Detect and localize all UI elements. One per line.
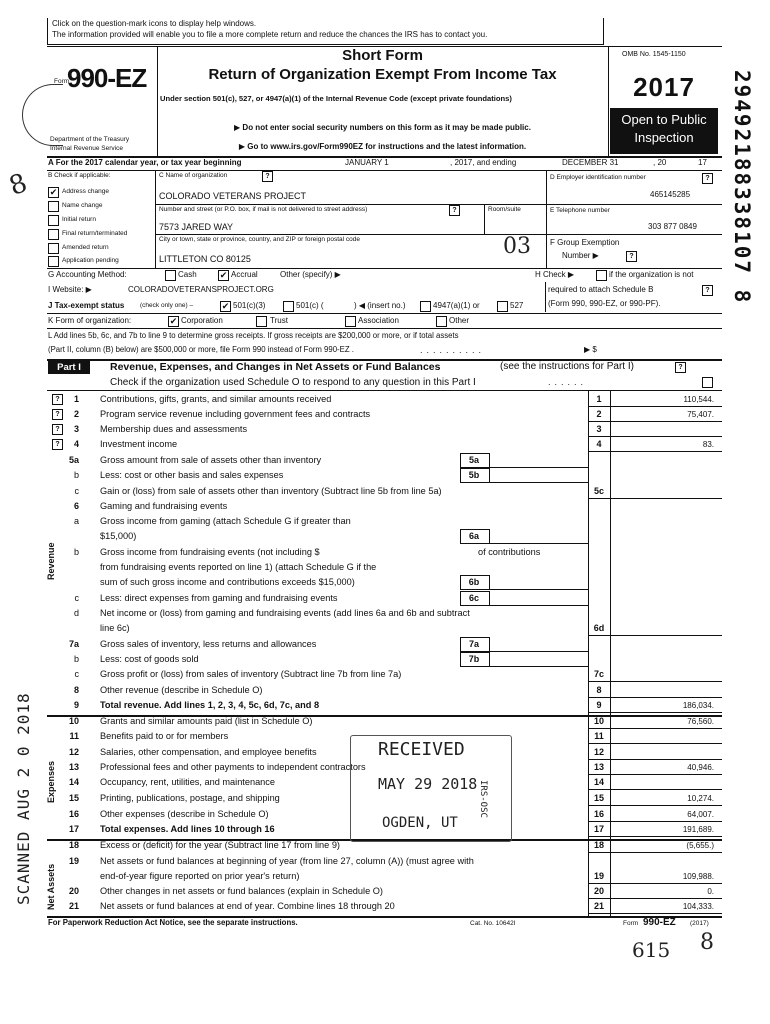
line-number: 9 (73, 700, 79, 710)
dept-treasury: Department of the Treasury (50, 136, 130, 143)
tax-exempt-note: (check only one) – (140, 302, 194, 309)
line-number: 13 (68, 762, 79, 772)
short-form-label: Short Form (342, 47, 423, 64)
checkbox-final-return[interactable] (48, 229, 59, 240)
line-box-underline (588, 743, 722, 744)
opt-501c-insert: ) ◀ (insert no.) (354, 301, 406, 310)
line-text: Total expenses. Add lines 10 through 16 (100, 824, 275, 834)
dln-number: 29492188338107 8 (730, 70, 754, 305)
line-text-2: line 6c) (100, 623, 130, 633)
checkbox-accrual[interactable] (218, 270, 229, 281)
line-text: Contributions, gifts, grants, and similar amounts received (100, 394, 332, 404)
other-method-label: Other (specify) ▶ (280, 270, 341, 279)
line-value[interactable]: 104,333. (682, 902, 714, 911)
section-b-label: B Check if applicable: (48, 172, 111, 179)
help-icon-schedule-b[interactable]: ? (702, 285, 713, 296)
inner-box-label: 7b (468, 654, 480, 664)
line-a-yr-prefix: , 20 (653, 158, 667, 167)
tax-exempt-label: J Tax-exempt status (48, 301, 125, 310)
line-text-2: from fundraising events reported on line 1) (attach Schedule G if the (100, 562, 377, 572)
checkbox-association[interactable] (345, 316, 356, 327)
line-box-underline (588, 821, 722, 822)
side-label-revenue: Revenue (46, 542, 56, 580)
line-a-label: A For the 2017 calendar year, or tax year beginning (48, 158, 242, 167)
line-text-2: $15,000) (100, 531, 137, 541)
line-text-2: end-of-year figure reported on prior year's return) (100, 871, 300, 881)
line-box-number: 9 (596, 700, 602, 710)
inner-underline (488, 482, 588, 483)
help-icon-line-2[interactable]: ? (52, 409, 63, 420)
line-l-text-1: L Add lines 5b, 6c, and 7b to line 9 to determine gross receipts. If gross receipts are $200,000 or more, or if total assets (48, 331, 459, 340)
line-number: c (74, 593, 79, 603)
line-text: Less: cost of goods sold (100, 654, 199, 664)
corporation-label: Corporation (181, 316, 223, 325)
line-number: b (73, 470, 79, 480)
line-number: d (73, 608, 79, 618)
line-box-underline (588, 759, 722, 760)
association-label: Association (358, 316, 399, 325)
form-word: Form (54, 78, 70, 85)
line-text: Gain or (loss) from sale of assets other than inventory (Subtract line 5b from line 5a) (100, 486, 442, 496)
scanned-stamp: SCANNED AUG 2 0 2018 (14, 692, 33, 905)
stamp-received: RECEIVED (378, 739, 465, 760)
instruction-irs-link[interactable]: ▶ Go to www.irs.gov/Form990EZ for instructions and the latest information. (238, 142, 527, 151)
checkbox-cash[interactable] (165, 270, 176, 281)
line-text: Net income or (loss) from gaming and fundraising events (add lines 6a and 6b and subtract (100, 608, 470, 618)
footer-form-number: 990-EZ (643, 917, 676, 928)
help-icon-line-4[interactable]: ? (52, 439, 63, 450)
checkbox-schedule-b[interactable] (596, 270, 607, 281)
street-label: Number and street (or P.O. box, if mail is not delivered to street address) (159, 206, 368, 213)
stamp-irs: IRS-OSC (478, 780, 488, 818)
room-suite-label: Room/suite (488, 206, 521, 213)
line-box-number: 19 (593, 871, 604, 881)
inner-underline (488, 467, 588, 468)
line-number: c (74, 669, 79, 679)
line-number: 10 (68, 716, 79, 726)
accounting-method-label: G Accounting Method: (48, 270, 127, 279)
open-public-line-1: Open to Public (621, 112, 707, 127)
line-value[interactable]: 10,274. (687, 794, 714, 803)
checkbox-4947[interactable] (420, 301, 431, 312)
group-exemption-number-label: Number ▶ (562, 251, 599, 260)
line-text: Less: cost or other basis and sales expenses (100, 470, 284, 480)
line-text: Other revenue (describe in Schedule O) (100, 685, 263, 695)
line-box-underline (588, 836, 722, 837)
line-box-underline (588, 852, 722, 853)
open-public-line-2: Inspection (634, 130, 694, 145)
checkbox-initial-return[interactable] (48, 215, 59, 226)
help-icon-line-3[interactable]: ? (52, 424, 63, 435)
final-return-label: Final return/terminated (62, 230, 128, 237)
line-l-text-2: (Part II, column (B) below) are $500,000 or more, file Form 990 instead of Form 990-EZ . (48, 345, 354, 354)
line-text: Net assets or fund balances at end of year. Combine lines 18 through 20 (100, 901, 395, 911)
initial-return-label: Initial return (62, 216, 96, 223)
checkbox-other-org[interactable] (436, 316, 447, 327)
website-label: I Website: ▶ (48, 285, 92, 294)
line-box-underline (588, 883, 722, 884)
line-value[interactable]: 76,560. (687, 717, 714, 726)
part-1-tag-label: Part I (57, 362, 81, 373)
stamp-city: OGDEN, UT (382, 815, 458, 831)
line-text-3: sum of such gross income and contributions exceeds $15,000) (100, 577, 355, 587)
inner-box-label: 6b (468, 577, 480, 587)
inner-underline (488, 605, 588, 606)
line-box-number: 16 (593, 809, 604, 819)
line-number: 8 (73, 685, 79, 695)
line-h-text-4: (Form 990, 990-EZ, or 990-PF). (548, 299, 661, 308)
line-number: 5a (68, 455, 79, 465)
line-number: 1 (73, 394, 79, 404)
line-value[interactable]: 40,946. (687, 763, 714, 772)
checkbox-501c[interactable] (283, 301, 294, 312)
line-box-underline (588, 681, 722, 682)
line-box-underline (588, 898, 722, 899)
part-1-title-note: (see the instructions for Part I) (500, 361, 634, 372)
opt-501c-label: 501(c) ( (296, 301, 324, 310)
footer-form-word: Form (623, 920, 639, 927)
help-icon-group-exemption[interactable]: ? (626, 251, 637, 262)
line-text: Salaries, other compensation, and employee benefits (100, 747, 317, 757)
inner-underline (488, 543, 588, 544)
line-number: 20 (68, 886, 79, 896)
line-box-number: 18 (593, 840, 604, 850)
inner-box-label: 6a (468, 531, 479, 541)
line-number: c (74, 486, 79, 496)
line-text: Program service revenue including government fees and contracts (100, 409, 371, 419)
line-box-number: 5c (593, 486, 604, 496)
line-box-number: 13 (593, 762, 604, 772)
line-text: Grants and similar amounts paid (list in Schedule O) (100, 716, 313, 726)
line-a-begin: JANUARY 1 (345, 158, 389, 167)
line-value[interactable]: 0. (707, 887, 714, 896)
line-number: 17 (68, 824, 79, 834)
inner-underline (488, 666, 588, 667)
line-a-yr: 17 (698, 158, 707, 167)
line-value[interactable]: 110,544. (683, 395, 714, 404)
address-change-label: Address change (62, 188, 109, 195)
form-title: Return of Organization Exempt From Income Tax (208, 66, 557, 83)
line-value[interactable]: (5,655.) (686, 841, 714, 850)
line-value[interactable]: 186,034. (682, 701, 714, 710)
inner-box-label: 5b (468, 470, 480, 480)
line-number: 4 (73, 439, 79, 449)
street-address: 7573 JARED WAY (159, 222, 234, 232)
form-number: 990-EZ (67, 63, 147, 93)
line-box-number: 2 (596, 409, 602, 419)
part-1-title: Revenue, Expenses, and Changes in Net Assets or Fund Balances (110, 361, 441, 373)
line-text: Professional fees and other payments to independent contractors (100, 762, 366, 772)
line-h-check: H Check ▶ (535, 270, 575, 279)
phone-value: 303 877 0849 (648, 222, 697, 231)
line-box-number: 12 (593, 747, 604, 757)
side-label-net-assets: Net Assets (46, 863, 56, 910)
accrual-label: Accrual (231, 270, 258, 279)
line-box-underline (588, 406, 722, 407)
line-box-number: 4 (596, 439, 602, 449)
cash-label: Cash (178, 270, 197, 279)
checkbox-schedule-o[interactable] (702, 377, 713, 388)
line-value[interactable]: 109,988. (682, 872, 714, 881)
help-icon-ein[interactable]: ? (702, 173, 713, 184)
line-number: 2 (73, 409, 79, 419)
handwritten-03: 03 (503, 234, 531, 259)
line-box-number: 20 (593, 886, 604, 896)
line-number: b (73, 654, 79, 664)
inner-box-label: 7a (468, 639, 479, 649)
line-box-underline (588, 635, 722, 636)
city-label: City or town, state or province, country, and ZIP or foreign postal code (159, 236, 360, 243)
city-state-zip: LITTLETON CO 80125 (159, 254, 251, 264)
form-subtitle: Under section 501(c), 527, or 4947(a)(1) of the Internal Revenue Code (except private foundations) (160, 94, 512, 103)
line-h-text-2: if the organization is not (609, 270, 694, 279)
line-h-text-3: required to attach Schedule B (548, 285, 654, 294)
line-text: Total revenue. Add lines 1, 2, 3, 4, 5c, 6d, 7c, and 8 (100, 700, 320, 710)
line-box-number: 15 (593, 793, 604, 803)
notice-line-2: The information provided will enable you to file a more complete return and reduce the chances the IRS has to contact you. (52, 30, 488, 39)
line-box-underline (588, 728, 722, 729)
line-box-number: 8 (596, 685, 602, 695)
line-box-number: 17 (593, 824, 604, 834)
line-text: Net assets or fund balances at beginning of year (from line 27, column (A)) (must agree with (100, 856, 474, 866)
line-number: 11 (69, 731, 79, 741)
line-text: Benefits paid to or for members (100, 731, 229, 741)
stamp-date: MAY 29 2018 (378, 775, 478, 793)
opt-4947-label: 4947(a)(1) or (433, 301, 480, 310)
ein-value: 465145285 (650, 190, 691, 199)
org-name-label: C Name of organization (159, 172, 228, 179)
omb-number: OMB No. 1545-1150 (622, 51, 686, 58)
line-number: 6 (73, 501, 79, 511)
handwritten-615: 615 (632, 938, 671, 962)
footer-cat-number: Cat. No. 10642I (470, 920, 516, 927)
checkbox-trust[interactable] (256, 316, 267, 327)
checkbox-application-pending[interactable] (48, 256, 59, 267)
line-a-mid: , 2017, and ending (450, 158, 517, 167)
handwritten-8: 8 (700, 930, 714, 955)
checkbox-address-change[interactable] (48, 187, 59, 198)
line-number: 15 (68, 793, 79, 803)
trust-label: Trust (270, 316, 288, 325)
amended-return-label: Amended return (62, 244, 109, 251)
line-l-arrow: ▶ $ (584, 345, 597, 354)
line-box-number: 21 (593, 901, 604, 911)
line-number: 7a (68, 639, 79, 649)
line-number: 21 (68, 901, 79, 911)
line-box-underline (588, 421, 722, 422)
line-value[interactable]: 83. (702, 440, 714, 449)
line-number: 19 (68, 856, 79, 866)
line-text: Gaming and fundraising events (100, 501, 228, 511)
name-change-label: Name change (62, 202, 103, 209)
line-text: Membership dues and assessments (100, 424, 248, 434)
line-box-underline (588, 805, 722, 806)
line-number: a (73, 516, 79, 526)
line-text: Gross profit or (loss) from sales of inventory (Subtract line 7b from line 7a) (100, 669, 402, 679)
help-icon-part-1[interactable]: ? (675, 362, 686, 373)
line-box-number: 7c (593, 669, 604, 679)
footer-form-year: (2017) (690, 920, 709, 927)
line-text: Gross amount from sale of assets other than inventory (100, 455, 322, 465)
footer-paperwork-notice: For Paperwork Reduction Act Notice, see the separate instructions. (48, 918, 298, 927)
line-box-underline (588, 789, 722, 790)
application-pending-label: Application pending (62, 257, 119, 264)
help-icon-street[interactable]: ? (449, 205, 460, 216)
other-org-label: Other (449, 316, 470, 325)
line-text: Excess or (deficit) for the year (Subtract line 17 from line 9) (100, 840, 340, 850)
inner-box-label: 6c (468, 593, 479, 603)
line-box-number: 6d (593, 623, 605, 633)
tax-year: 2017 (633, 72, 695, 102)
checkbox-amended-return[interactable] (48, 243, 59, 254)
part-1-check-line: Check if the organization used Schedule O to respond to any question in this Part I (110, 377, 476, 388)
line-value[interactable]: 64,007. (687, 810, 714, 819)
line-text: Less: direct expenses from gaming and fundraising events (100, 593, 338, 603)
line-text: Occupancy, rent, utilities, and maintenance (100, 777, 275, 787)
line-text: Other expenses (describe in Schedule O) (100, 809, 269, 819)
org-name: COLORADO VETERANS PROJECT (159, 191, 307, 201)
instruction-ssn: ▶ Do not enter social security numbers on this form as it may be made public. (234, 123, 531, 132)
opt-527-label: 527 (510, 301, 524, 310)
line-box-number: 10 (593, 716, 604, 726)
line-number: b (73, 547, 79, 557)
line-box-number: 14 (593, 777, 604, 787)
help-icon-line-1[interactable]: ? (52, 394, 63, 405)
side-label-expenses: Expenses (46, 760, 56, 803)
line-box-underline (588, 498, 722, 499)
line-box-underline (588, 913, 722, 914)
checkbox-527[interactable] (497, 301, 508, 312)
website-value[interactable]: COLORADOVETERANSPROJECT.ORG (128, 285, 274, 294)
line-number: 3 (73, 424, 79, 434)
group-exemption-label: F Group Exemption (550, 238, 620, 247)
inner-box-label: 5a (468, 455, 479, 465)
line-text: Investment income (100, 439, 178, 449)
line-box-number: 11 (594, 731, 604, 741)
line-number: 18 (68, 840, 79, 850)
form-of-org-label: K Form of organization: (48, 316, 132, 325)
line-a-end: DECEMBER 31 (562, 158, 619, 167)
inner-underline (488, 589, 588, 590)
notice-line-1: Click on the question-mark icons to display help windows. (52, 19, 257, 28)
line-text: Gross income from gaming (attach Schedule G if greater than (100, 516, 351, 526)
opt-501c3-label: 501(c)(3) (233, 301, 266, 310)
line-text: Gross sales of inventory, less returns and allowances (100, 639, 317, 649)
line-text: Printing, publications, postage, and shipping (100, 793, 280, 803)
checkbox-name-change[interactable] (48, 201, 59, 212)
line-box-underline (588, 436, 722, 437)
line-box-underline (588, 697, 722, 698)
line-value[interactable]: 75,407. (687, 410, 714, 419)
line-text: Gross income from fundraising events (not including $ (100, 547, 320, 557)
line-number: 16 (68, 809, 79, 819)
line-number: 14 (68, 777, 79, 787)
line-box-underline (588, 774, 722, 775)
ein-label: D Employer identification number (550, 174, 646, 181)
irs-service: Internal Revenue Service (50, 145, 123, 152)
line-box-number: 1 (596, 394, 602, 404)
help-icon-org-name[interactable]: ? (262, 171, 273, 182)
phone-label: E Telephone number (550, 207, 610, 214)
line-text-b2: of contributions (478, 547, 541, 557)
line-box-number: 3 (596, 424, 602, 434)
line-box-underline (588, 451, 722, 452)
handwritten-squiggle: 8 (5, 168, 32, 202)
line-number: 12 (68, 747, 79, 757)
line-text: Other changes in net assets or fund balances (explain in Schedule O) (100, 886, 383, 896)
inner-underline (488, 651, 588, 652)
line-box-underline (588, 712, 722, 713)
checkbox-501c3[interactable] (220, 301, 231, 312)
checkbox-corporation[interactable] (168, 316, 179, 327)
line-value[interactable]: 191,689. (682, 825, 714, 834)
